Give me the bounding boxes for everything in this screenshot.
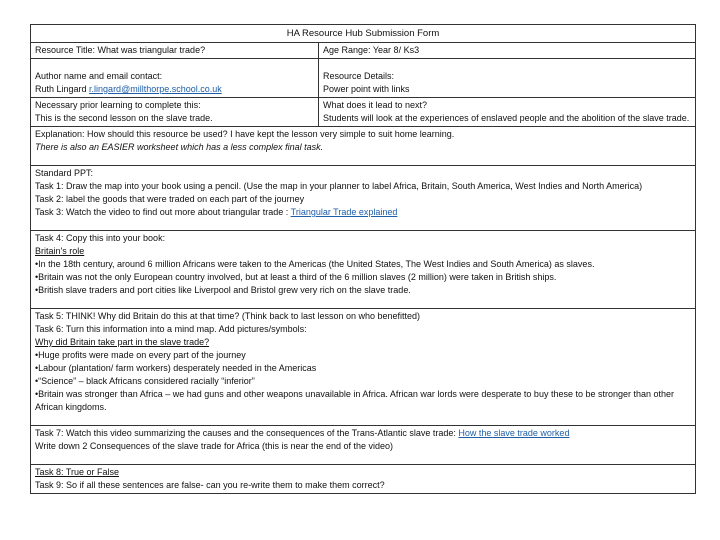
why-heading: Why did Britain take part in the slave trade? — [35, 337, 210, 347]
slave-trade-video-link[interactable]: How the slave trade worked — [458, 428, 570, 438]
britains-role-heading: Britain's role — [35, 246, 85, 256]
explanation-italic: There is also an EASIER worksheet which has a less complex final task. — [35, 142, 324, 152]
why-bullet: •Huge profits were made on every part of the journey — [35, 350, 246, 360]
standard-ppt-label: Standard PPT: — [35, 168, 94, 178]
author-cell — [31, 59, 319, 97]
task-6: Task 6: Turn this information into a mind map. Add pictures/symbols: — [35, 324, 307, 334]
task-5: Task 5: THINK! Why did Britain do this at that time? (Think back to last lesson on who benefitted) — [35, 311, 421, 321]
role-bullet: •In the 18th century, around 6 million Africans were taken to the Americas (the United States, The West Indies and South America) as slaves. — [35, 259, 595, 269]
task-2: Task 2: label the goods that were traded on each part of the journey — [35, 194, 305, 204]
why-bullet: •Labour (plantation/ farm workers) desperately needed in the Americas — [35, 363, 317, 373]
tasks-8-9-section — [31, 465, 695, 493]
tasks-1-3-section — [31, 166, 695, 231]
task-9: Task 9: So if all these sentences are false- can you re-write them to make them correct? — [35, 480, 385, 490]
author-email-link[interactable]: r.lingard@millthorpe.school.co.uk — [89, 84, 222, 94]
leads-cell — [319, 98, 695, 126]
role-bullet: •Britain was not the only European country involved, but at least a third of the 6 million slaves (2 million) were taken in British ships. — [35, 272, 557, 282]
leads-label: What does it lead to next? — [323, 100, 428, 110]
prior-label: Necessary prior learning to complete this: — [35, 100, 201, 110]
details-label: Resource Details: — [323, 71, 395, 81]
form-title-row — [31, 25, 695, 43]
task-1: Task 1: Draw the map into your book using a pencil. (Use the map in your planner to label Africa, Britain, South America, West Indies and North America) — [35, 181, 643, 191]
why-bullet: •“Science” – black Africans considered racially “inferior” — [35, 376, 255, 386]
leads-value: Students will look at the experiences of enslaved people and the abolition of the slave trade. — [323, 113, 690, 123]
role-bullet: •British slave traders and port cities like Liverpool and Bristol grew very rich on the slave trade. — [35, 285, 411, 295]
task-7-instructions: Write down 2 Consequences of the slave trade for Africa (this is near the end of the video) — [35, 441, 394, 451]
triangular-trade-video-link[interactable]: Triangular Trade explained — [290, 207, 398, 217]
submission-form — [30, 24, 696, 494]
task-7-section — [31, 426, 695, 465]
prior-value: This is the second lesson on the slave trade. — [35, 113, 213, 123]
form-title: HA Resource Hub Submission Form — [286, 28, 440, 39]
author-name: Ruth Lingard — [35, 84, 90, 94]
explanation-section — [31, 127, 695, 166]
author-label: Author name and email contact: — [35, 71, 163, 81]
age-range: Age Range: Year 8/ Ks3 — [323, 45, 420, 55]
author-details-row — [31, 59, 695, 98]
why-bullet: •Britain was stronger than Africa – we had guns and other weapons unavailable in Africa. African war lords were desperate to buy these to be stronger than other African kingdoms. — [35, 389, 675, 412]
explanation-text: Explanation: How should this resource be used? I have kept the lesson very simple to suit home learning. — [35, 129, 455, 139]
details-value: Power point with links — [323, 84, 410, 94]
details-cell — [319, 59, 695, 97]
prior-leads-row — [31, 98, 695, 127]
task-4-section — [31, 231, 695, 309]
task-4: Task 4: Copy this into your book: — [35, 233, 166, 243]
task-7: Task 7: Watch this video summarizing the causes and the consequences of the Trans-Atlantic slave trade: How the slave trade worked — [35, 428, 570, 438]
resource-title: Resource Title: What was triangular trade? — [31, 43, 319, 58]
prior-cell — [31, 98, 319, 126]
task-3: Task 3: Watch the video to find out more about triangular trade : Triangular Trade explained — [35, 207, 398, 217]
title-age-row — [31, 43, 695, 59]
author-contact — [35, 83, 314, 96]
tasks-5-6-section — [31, 309, 695, 426]
task-8: Task 8: True or False — [35, 467, 120, 477]
